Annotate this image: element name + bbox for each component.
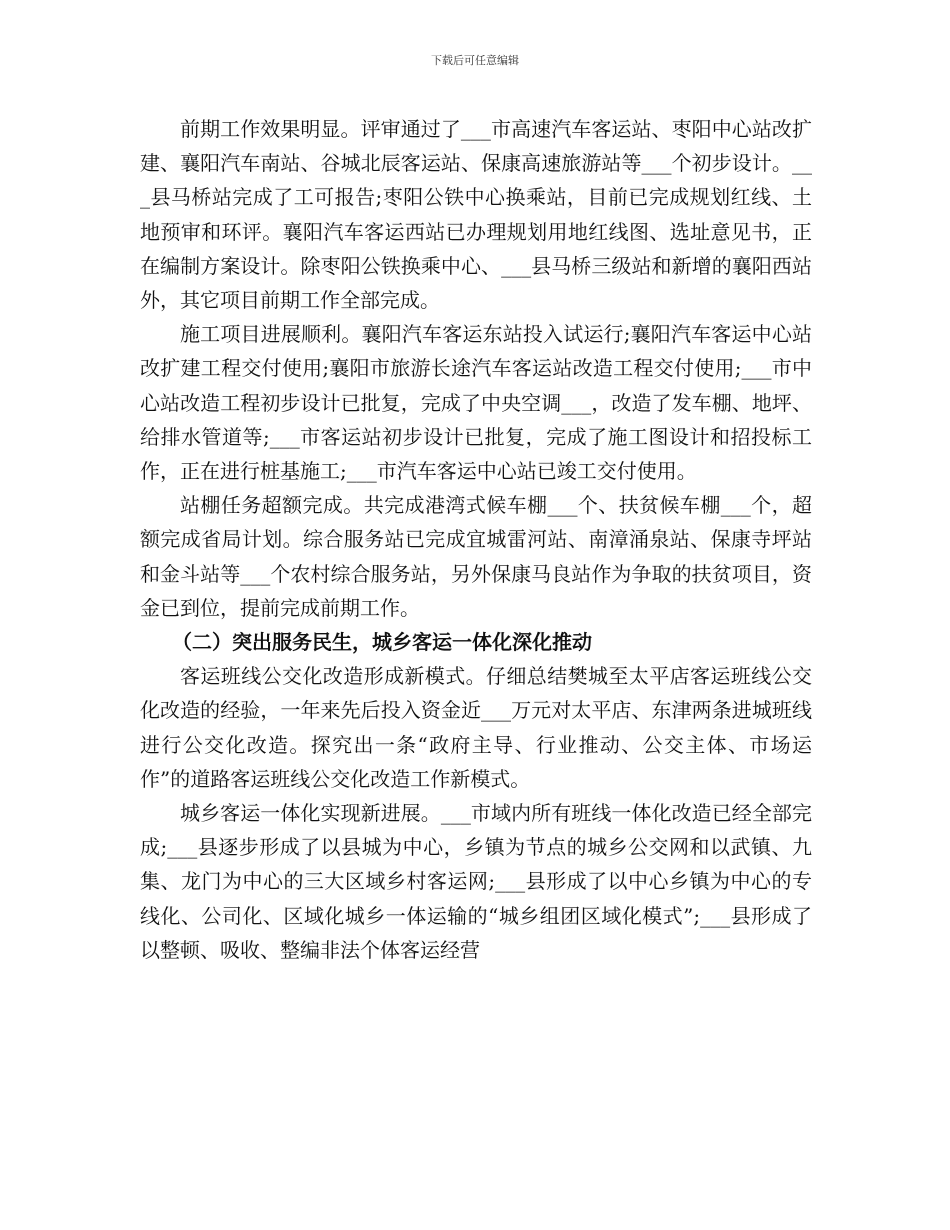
- paragraph-construction-progress: 施工项目进展顺利。襄阳汽车客运东站投入试运行;襄阳汽车客运中心站改扩建工程交付使用;襄阳市旅游长途汽车客运站改造工程交付使用;___市中心站改造工程初步设计已批复，完成了中央空调___，改造了发车棚、地坪、给排水管道等;___市客运站初步设计已批复，完成了施工图设计和招投标工作，正在进行桩基施工;___市汽车客运中心站已竣工交付使用。: [140, 322, 812, 484]
- document-body: [140, 112, 812, 967]
- paragraph-urban-rural-integration: 城乡客运一体化实现新进展。___市域内所有班线一体化改造已经全部完成;___县逐步形成了以县城为中心，乡镇为节点的城乡公交网和以武镇、九集、龙门为中心的三大区域乡村客运网;___县形成了以中心乡镇为中心的专线化、公司化、区域化城乡一体运输的“城乡组团区域化模式”;___县形成了以整顿、吸收、整编非法个体客运经营: [140, 801, 812, 962]
- paragraph-shelter-tasks: 站棚任务超额完成。共完成港湾式候车棚___个、扶贫候车棚___个，超额完成省局计划。综合服务站已完成宜城雷河站、南漳涌泉站、保康寺坪站和金斗站等___个农村综合服务站，另外保康马良站作为争取的扶贫项目，资金已到位，提前完成前期工作。: [140, 493, 812, 620]
- section-heading-2: （二）突出服务民生，城乡客运一体化深化推动: [172, 630, 592, 655]
- page-header: 下载后可任意编辑: [431, 54, 519, 67]
- paragraph-preliminary-work: 前期工作效果明显。评审通过了___市高速汽车客运站、枣阳中心站改扩建、襄阳汽车南站、谷城北辰客运站、保康高速旅游站等___个初步设计。___县马桥站完成了工可报告;枣阳公铁中心换乘站，目前已完成规划红线、土地预审和环评。襄阳汽车客运西站已办理规划用地红线图、选址意见书，正在编制方案设计。除枣阳公铁换乘中心、___县马桥三级站和新增的襄阳西站外，其它项目前期工作全部完成。: [140, 117, 812, 313]
- paragraph-bus-line-reform: 客运班线公交化改造形成新模式。仔细总结樊城至太平店客运班线公交化改造的经验，一年来先后投入资金近___万元对太平店、东津两条进城班线进行公交化改造。探究出一条“政府主导、行业推动、公交主体、市场运作”的道路客运班线公交化改造工作新模式。: [140, 664, 812, 791]
